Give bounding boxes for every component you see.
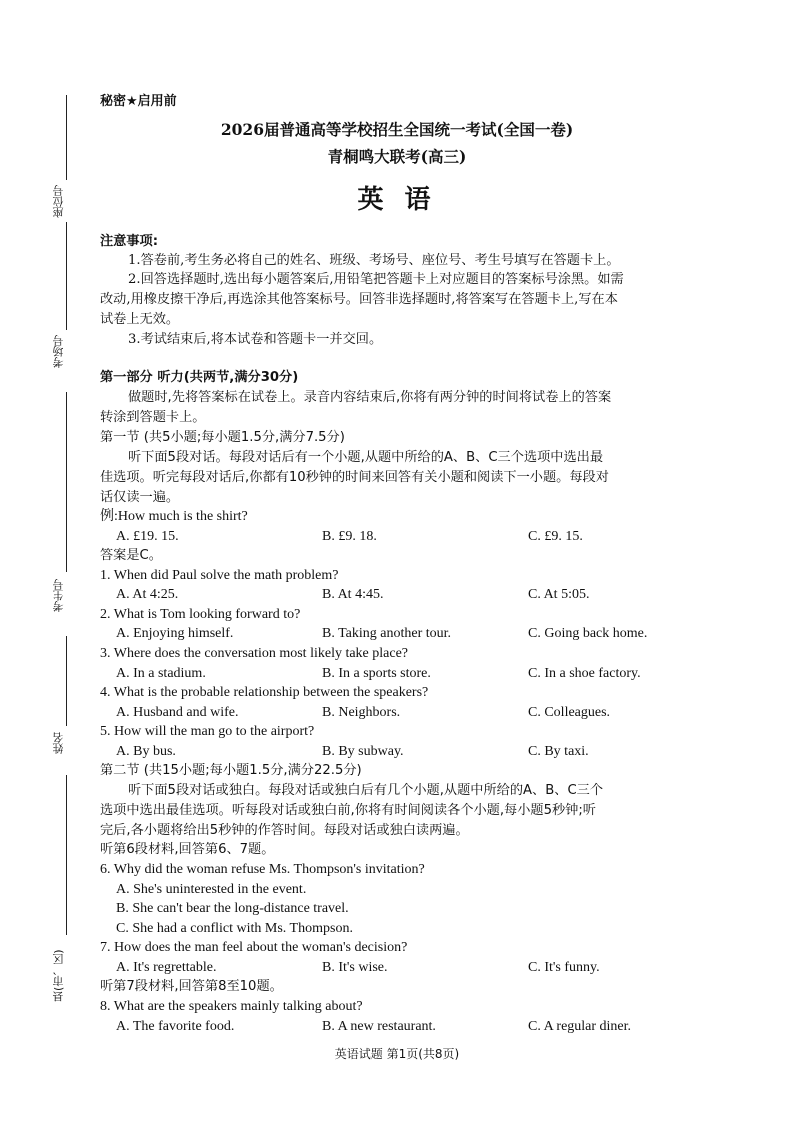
question-6-option-c: C. She had a conflict with Ms. Thompson.: [116, 921, 353, 936]
section2-heading: 第二节 (共15小题;每小题1.5分,满分22.5分): [100, 763, 362, 778]
question-6: 6. Why did the woman refuse Ms. Thompson's invitation?: [100, 862, 425, 877]
question-5-option-b: B. By subway.: [322, 744, 404, 759]
material-7-heading: 听第7段材料,回答第8至10题。: [100, 979, 283, 994]
question-5-option-c: C. By taxi.: [528, 744, 589, 759]
section1-instruction-line-1: 听下面5段对话。每段对话后有一个小题,从题中所给的A、B、C三个选项中选出最: [128, 450, 604, 465]
question-7-option-b: B. It's wise.: [322, 960, 388, 975]
question-1-option-c: C. At 5:05.: [528, 587, 590, 602]
subject-title: 英 语: [357, 185, 437, 215]
binding-line-segment: [66, 222, 67, 330]
question-8-option-b: B. A new restaurant.: [322, 1019, 436, 1034]
binding-line-segment: [66, 636, 67, 726]
binding-line-segment: [66, 392, 67, 572]
confidential-mark: 秘密★启用前: [100, 94, 177, 109]
question-3-option-b: B. In a sports store.: [322, 666, 431, 681]
material-6-heading: 听第6段材料,回答第6、7题。: [100, 842, 275, 857]
page-footer: 英语试题 第1页(共8页): [334, 1047, 460, 1061]
section2-instruction-line-3: 完后,各小题将给出5秒钟的作答时间。每段对话或独白读两遍。: [100, 823, 469, 838]
exam-room-label: 考场号: [52, 330, 80, 374]
seat-number-label: 座位号: [52, 180, 80, 224]
question-4-option-b: B. Neighbors.: [322, 705, 401, 720]
question-7: 7. How does the man feel about the woman's decision?: [100, 940, 408, 955]
question-1-option-a: A. At 4:25.: [116, 587, 179, 602]
question-8-option-c: C. A regular diner.: [528, 1019, 632, 1034]
example-answer: 答案是C。: [100, 548, 162, 563]
notice-item-3: 3.考试结束后,将本试卷和答题卡一并交回。: [128, 332, 383, 347]
question-1-option-b: B. At 4:45.: [322, 587, 384, 602]
question-6-option-b: B. She can't bear the long-distance travel.: [116, 901, 349, 916]
part1-intro-line-2: 转涂到答题卡上。: [100, 410, 206, 425]
section1-instruction-line-3: 话仅读一遍。: [100, 490, 180, 505]
question-2-option-b: B. Taking another tour.: [322, 626, 452, 641]
question-8: 8. What are the speakers mainly talking about?: [100, 999, 363, 1014]
question-1: 1. When did Paul solve the math problem?: [100, 568, 339, 583]
part1-intro-line-1: 做题时,先将答案标在试卷上。录音内容结束后,你将有两分钟的时间将试卷上的答案: [128, 390, 612, 405]
question-7-option-a: A. It's regrettable.: [116, 960, 217, 975]
question-2: 2. What is Tom looking forward to?: [100, 607, 301, 622]
example-option-a: A. £19. 15.: [116, 529, 179, 544]
question-6-option-a: A. She's uninterested in the event.: [116, 882, 307, 897]
section2-instruction-line-2: 选项中选出最佳选项。听每段对话或独白前,你将有时间阅读各个小题,每小题5秒钟;听: [100, 803, 596, 818]
county-label: 县(市、区): [52, 935, 80, 1017]
exam-subtitle: 青桐鸣大联考(高三): [327, 147, 467, 166]
exam-title: 2026届普通高等学校招生全国统一考试(全国一卷): [220, 120, 574, 139]
notice-item-2-line-1: 2.回答选择题时,选出每小题答案后,用铅笔把答题卡上对应题目的答案标号涂黑。如需: [128, 272, 624, 287]
notice-item-2-line-3: 试卷上无效。: [100, 312, 180, 327]
example-question: 例:How much is the shirt?: [100, 509, 248, 524]
question-8-option-a: A. The favorite food.: [116, 1019, 235, 1034]
section1-heading: 第一节 (共5小题;每小题1.5分,满分7.5分): [100, 430, 345, 445]
section2-instruction-line-1: 听下面5段对话或独白。每段对话或独白后有几个小题,从题中所给的A、B、C三个: [128, 783, 604, 798]
question-3-option-c: C. In a shoe factory.: [528, 666, 641, 681]
question-4: 4. What is the probable relationship between the speakers?: [100, 685, 429, 700]
notice-item-1: 1.答卷前,考生务必将自己的姓名、班级、考场号、座位号、考生号填写在答题卡上。: [128, 253, 620, 268]
part1-heading: 第一部分 听力(共两节,满分30分): [100, 370, 299, 385]
notice-item-2-line-2: 改动,用橡皮擦干净后,再选涂其他答案标号。回答非选择题时,将答案写在答题卡上,写在本: [100, 292, 618, 307]
question-3: 3. Where does the conversation most likely take place?: [100, 646, 409, 661]
name-label: 姓名: [52, 726, 80, 760]
binding-line-segment: [66, 775, 67, 935]
notice-heading: 注意事项:: [100, 234, 159, 249]
question-3-option-a: A. In a stadium.: [116, 666, 206, 681]
question-2-option-a: A. Enjoying himself.: [116, 626, 234, 641]
question-5-option-a: A. By bus.: [116, 744, 176, 759]
question-2-option-c: C. Going back home.: [528, 626, 648, 641]
candidate-number-label: 考生号: [52, 574, 80, 618]
section1-instruction-line-2: 佳选项。听完每段对话后,你都有10秒钟的时间来回答有关小题和阅读下一小题。每段对: [100, 470, 609, 485]
question-4-option-c: C. Colleagues.: [528, 705, 611, 720]
question-4-option-a: A. Husband and wife.: [116, 705, 239, 720]
question-7-option-c: C. It's funny.: [528, 960, 600, 975]
example-option-b: B. £9. 18.: [322, 529, 377, 544]
example-option-c: C. £9. 15.: [528, 529, 583, 544]
question-5: 5. How will the man go to the airport?: [100, 724, 315, 739]
